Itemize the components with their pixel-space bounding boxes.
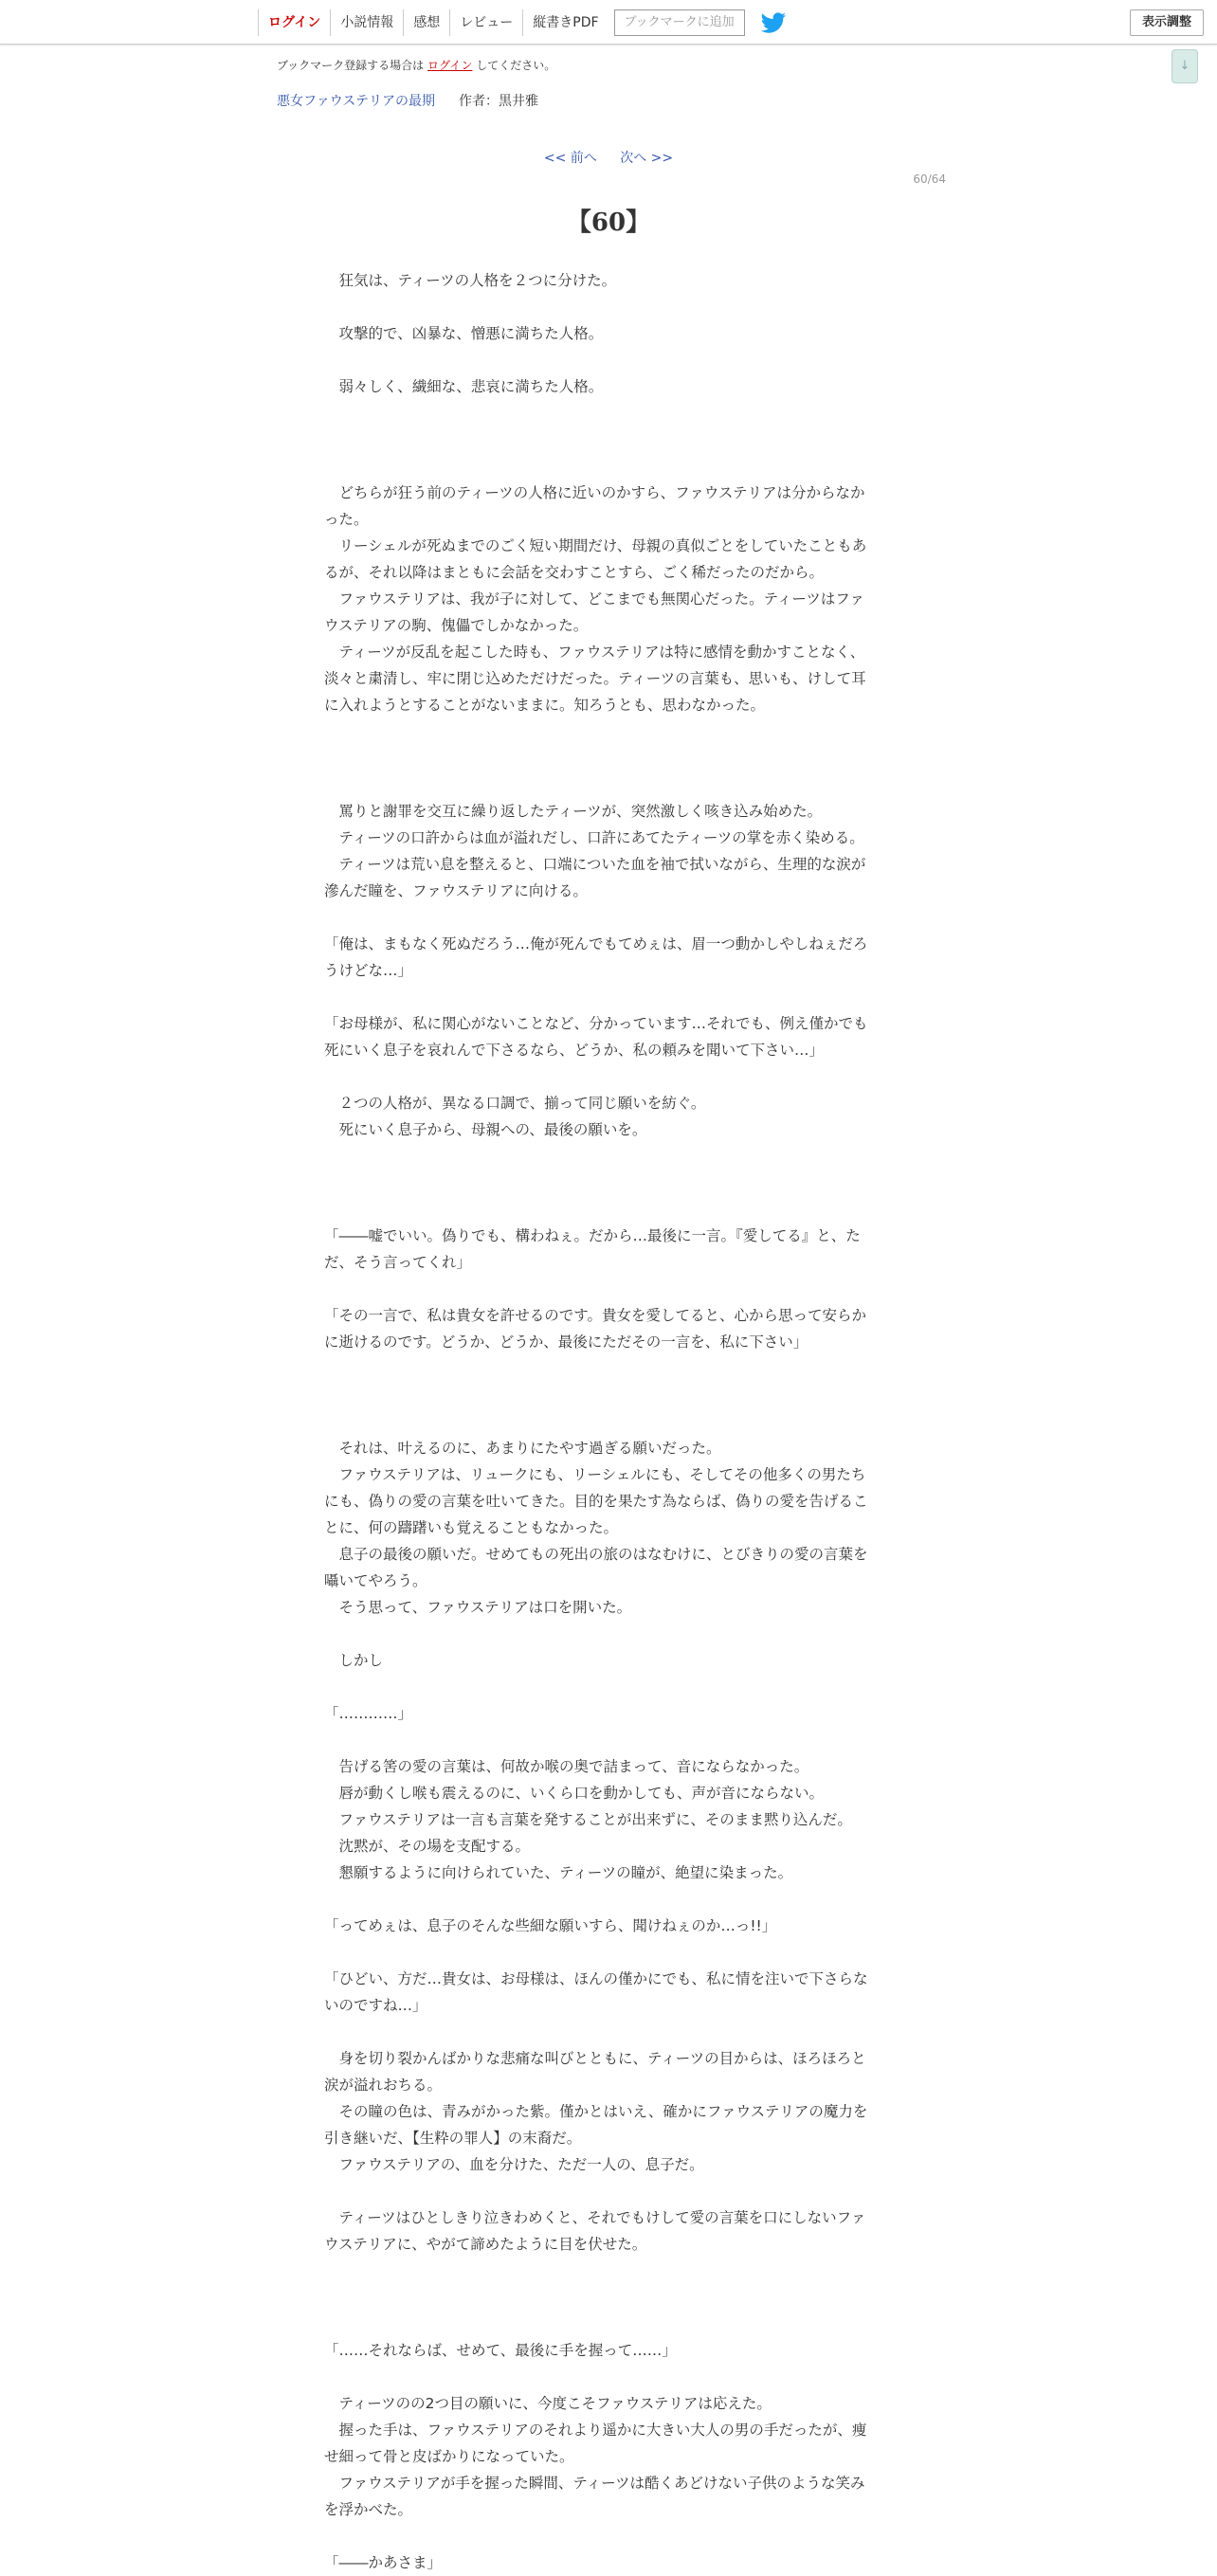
text-line	[324, 1408, 893, 1435]
text-line: に逝けるのです。どうか、どうか、最後にただその一言を、私に下さい」	[324, 1333, 808, 1351]
text-line: 唇が動くし喉も震えるのに、いくら口を動かしても、声が音にならない。	[324, 1785, 825, 1802]
text-line: ファウステリアの、血を分けた、ただ一人の、息子だ。	[324, 2156, 704, 2173]
text-line: どちらが狂う前のティーツの人格に近いのかすら、ファウステリアは分からなか	[324, 484, 865, 501]
text-line: った。	[324, 511, 369, 528]
text-line	[324, 1143, 893, 1170]
text-line: しかし	[324, 1652, 384, 1669]
text-line	[324, 1939, 893, 1966]
text-line: 涙が溢れおちる。	[324, 2077, 443, 2094]
chapter-pager	[0, 148, 1217, 167]
chapter-title: 【60】	[566, 209, 651, 237]
text-line	[324, 453, 893, 480]
nav-impressions[interactable]: 感想	[403, 9, 449, 36]
nav-review[interactable]: レビュー	[449, 9, 522, 36]
text-line	[324, 2258, 893, 2284]
text-line	[324, 2311, 893, 2337]
text-line: ファウステリアは一言も言葉を発することが出来ずに、そのまま黙り込んだ。	[324, 1811, 852, 1828]
nav-novel-info[interactable]: 小説情報	[330, 9, 403, 36]
text-line: ファウステリアが手を握った瞬間、ティーツは酷くあどけない子供のような笑み	[324, 2475, 865, 2492]
text-line: ティーツの口許からは血が溢れだし、口許にあてたティーツの掌を赤く染める。	[324, 829, 864, 846]
text-line: 懇願するように向けられていた、ティーツの瞳が、絶望に染まった。	[324, 1864, 793, 1881]
text-line	[324, 1355, 893, 1382]
text-line	[324, 984, 893, 1010]
text-line	[324, 1170, 893, 1196]
text-line	[324, 2284, 893, 2311]
top-navigation-bar	[0, 0, 1217, 45]
text-line	[324, 745, 893, 771]
text-line: 「お母様が、私に関心がないことなど、分かっています…それでも、例え僅かでも	[324, 1015, 868, 1032]
text-line: 息子の最後の願いだ。せめてもの死出の旅のはなむけに、とびきりの愛の言葉を	[324, 1546, 868, 1563]
text-line: 引き継いだ、【生粋の罪人】の末裔だ。	[324, 2130, 582, 2147]
author-name: 作者：黒井雅	[459, 94, 538, 109]
text-line: ウステリアに、やがて諦めたように目を伏せた。	[324, 2236, 647, 2253]
text-line: それは、叶えるのに、あまりにたやす過ぎる願いだった。	[324, 1440, 721, 1457]
text-line	[324, 2019, 893, 2045]
text-line: ティーツはひとしきり泣きわめくと、それでもけして愛の言葉を口にしないファ	[324, 2209, 866, 2226]
bookmark-login-note	[277, 57, 555, 73]
text-line	[324, 2178, 893, 2204]
text-line	[324, 426, 893, 453]
text-line: 死にいく息子から、母親への、最後の願いを。	[324, 1121, 647, 1138]
text-line: 「俺は、まもなく死ぬだろう…俺が死んでもてめぇは、眉一つ動かしやしねぇだろ	[324, 935, 868, 952]
text-line: 告げる筈の愛の言葉は、何故か喉の奥で詰まって、音にならなかった。	[324, 1758, 809, 1775]
text-line: に入れようとすることがないままに。知ろうとも、思わなかった。	[324, 697, 766, 714]
text-line: 沈黙が、その場を支配する。	[324, 1838, 531, 1855]
text-line	[324, 771, 893, 798]
text-line: その瞳の色は、青みがかった紫。僅かとはいえ、確かにファウステリアの魔力を	[324, 2103, 868, 2120]
chapter-body	[324, 267, 893, 2576]
text-line: 淡々と粛清し、牢に閉じ込めただけだった。ティーツの言葉も、思いも、けして耳	[324, 670, 866, 687]
text-line	[324, 1063, 893, 1090]
text-line: ティーツのの2つ目の願いに、今度こそファウステリアは応えた。	[324, 2395, 772, 2412]
text-line	[324, 1674, 893, 1700]
text-line	[324, 1196, 893, 1223]
text-line	[324, 1382, 893, 1408]
text-line: リーシェルが死ぬまでのごく短い期間だけ、母親の真似ごとをしていたこともあ	[324, 537, 867, 554]
nav-menu	[258, 9, 787, 36]
text-line	[324, 2364, 893, 2390]
text-line	[324, 294, 893, 320]
text-line: ティーツが反乱を起こした時も、ファウステリアは特に感情を動かすことなく、	[324, 644, 865, 661]
text-line	[324, 1276, 893, 1302]
text-line: そう思って、ファウステリアは口を開いた。	[324, 1599, 632, 1616]
text-line: 「…………」	[324, 1705, 413, 1722]
text-line: 死にいく息子を哀れんで下さるなら、どうか、私の頼みを聞いて下さい…」	[324, 1042, 825, 1059]
text-line: うけどな…」	[324, 962, 413, 979]
next-chapter-link[interactable]: 次へ >>	[620, 151, 674, 166]
text-line: 「その一言で、私は貴女を許せるのです。貴女を愛してると、心から思って安らか	[324, 1307, 866, 1324]
bookmark-note-after: してください。	[476, 59, 556, 72]
text-line: いのですね…」	[324, 1997, 427, 2014]
twitter-bird-icon[interactable]	[760, 11, 787, 34]
add-bookmark-button[interactable]: ブックマークに追加	[614, 9, 745, 36]
text-line: るが、それ以降はまともに会話を交わすことすら、ごく稀だったのだから。	[324, 564, 825, 581]
text-line: 「――かあさま」	[324, 2554, 443, 2571]
text-line	[324, 1727, 893, 1753]
text-line: 滲んだ瞳を、ファウステリアに向ける。	[324, 882, 588, 899]
text-line: ファウステリアは、リュークにも、リーシェルにも、そしてその他多くの男たち	[324, 1466, 866, 1483]
text-line	[324, 1886, 893, 1913]
bookmark-login-link[interactable]: ログイン	[427, 59, 473, 72]
text-line: せ細って骨と皮ばかりになっていた。	[324, 2448, 574, 2465]
text-line: 罵りと謝罪を交互に繰り返したティーツが、突然激しく咳き込み始めた。	[324, 803, 823, 820]
text-line: 弱々しく、繊細な、悲哀に満ちた人格。	[324, 378, 604, 395]
text-line: ２つの人格が、異なる口調で、揃って同じ願いを紡ぐ。	[324, 1095, 706, 1112]
text-line: 攻撃的で、凶暴な、憎悪に満ちた人格。	[324, 325, 604, 342]
text-line: ウステリアの駒、傀儡でしかなかった。	[324, 617, 589, 634]
text-line: 「ってめぇは、息子のそんな些細な願いすら、聞けねぇのか…っ!!」	[324, 1917, 777, 1934]
text-line: ティーツは荒い息を整えると、口端についた血を袖で拭いながら、生理的な涙が	[324, 856, 866, 873]
text-line: 狂気は、ティーツの人格を２つに分けた。	[324, 272, 617, 289]
text-line	[324, 347, 893, 373]
display-settings-button[interactable]: 表示調整	[1130, 9, 1204, 36]
text-line: 「……それならば、せめて、最後に手を握って……」	[324, 2342, 677, 2359]
text-line: とに、何の躊躇いも覚えることもなかった。	[324, 1519, 619, 1536]
nav-login[interactable]: ログイン	[258, 9, 330, 36]
text-line: だ、そう言ってくれ」	[324, 1254, 472, 1271]
text-line	[324, 718, 893, 745]
prev-chapter-link[interactable]: << 前へ	[543, 151, 597, 166]
text-line: 囁いてやろう。	[324, 1572, 427, 1589]
text-line: を浮かべた。	[324, 2501, 413, 2518]
nav-vertical-pdf[interactable]: 縦書きPDF	[522, 9, 608, 36]
text-line: 握った手は、ファウステリアのそれより遥かに大きい大人の男の手だったが、痩	[324, 2422, 867, 2439]
text-line: にも、偽りの愛の言葉を吐いてきた。目的を果たす為ならば、偽りの愛を告げるこ	[324, 1493, 868, 1510]
text-line	[324, 904, 893, 931]
text-line: 「――嘘でいい。偽りでも、構わねぇ。だから…最後に一言。『愛してる』と、た	[324, 1227, 861, 1244]
text-line	[324, 2523, 893, 2549]
novel-title-link[interactable]: 悪女ファウステリアの最期	[277, 94, 436, 109]
text-line	[324, 400, 893, 426]
text-line: 「ひどい、方だ…貴女は、お母様は、ほんの僅かにでも、私に情を注いで下さらな	[324, 1970, 868, 1987]
bookmark-note-before: ブックマーク登録する場合は	[277, 59, 425, 72]
text-line: 身を切り裂かんばかりな悲痛な叫びとともに、ティーツの目からは、ほろほろと	[324, 2050, 866, 2067]
scroll-down-button[interactable]: ↓	[1172, 49, 1198, 83]
text-line	[324, 1621, 893, 1647]
text-line: ファウステリアは、我が子に対して、どこまでも無関心だった。ティーツはファ	[324, 590, 864, 608]
page-number: 60/64	[913, 172, 946, 186]
